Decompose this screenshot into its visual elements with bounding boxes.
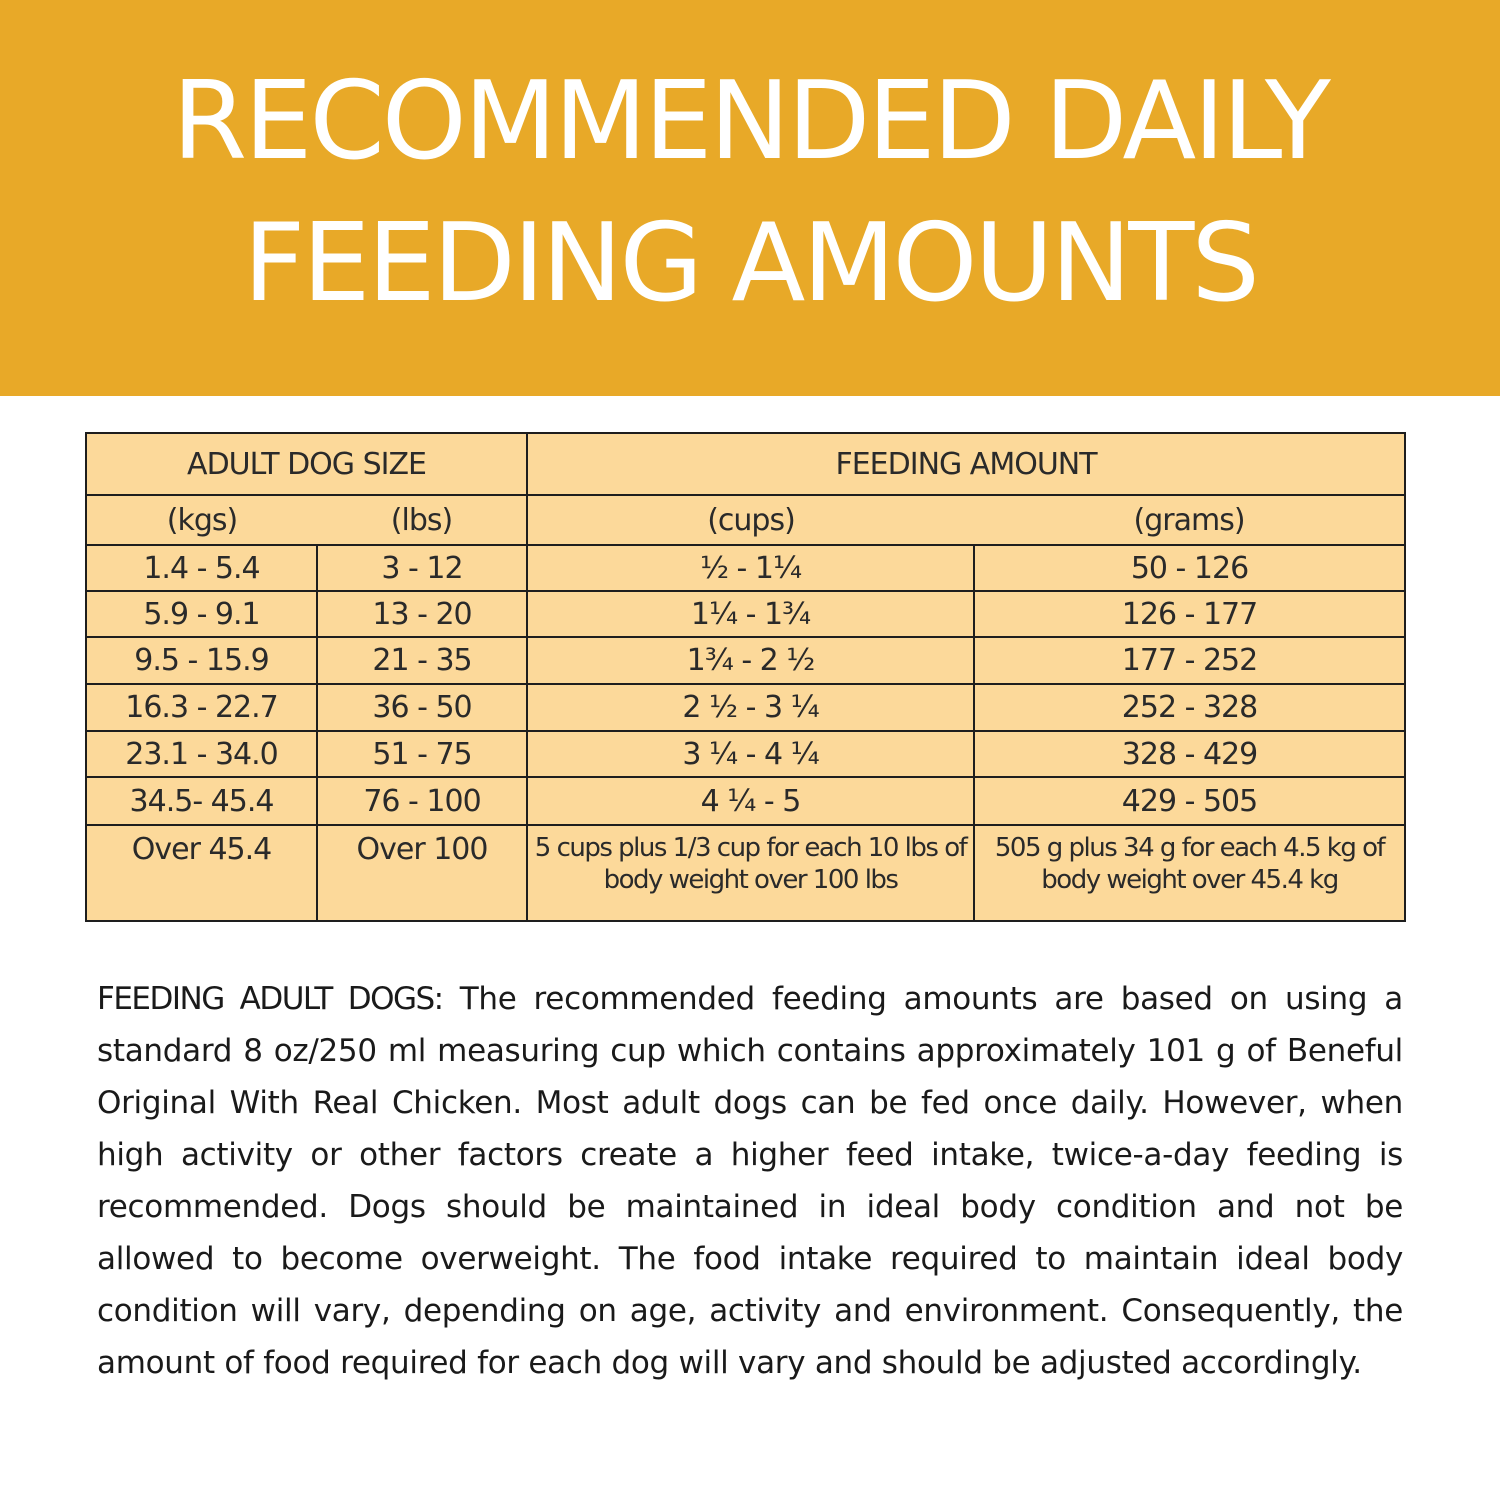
cell-cups: 1¾ - 2 ½ (527, 637, 974, 684)
cell-lbs: 21 - 35 (317, 637, 527, 684)
table-row (86, 591, 1405, 637)
subheader-grams: (grams) (974, 495, 1405, 545)
cell-grams: 429 - 505 (974, 777, 1405, 825)
cell-cups: 4 ¼ - 5 (527, 777, 974, 825)
paragraph-text-1: The recommended feeding amounts are based on using a standard 8 oz/250 ml measuring cup which contains approximately 101 g of (97, 981, 1404, 1069)
paragraph-lead: FEEDING ADULT DOGS: (97, 981, 443, 1017)
cell-kgs: Over 45.4 (86, 825, 317, 921)
cell-kgs: 34.5- 45.4 (86, 777, 317, 825)
table-row (86, 684, 1405, 731)
cell-grams: 50 - 126 (974, 545, 1405, 591)
cell-cups: ½ - 1¼ (527, 545, 974, 591)
cell-kgs: 16.3 - 22.7 (86, 684, 317, 731)
cell-cups-note: 5 cups plus 1/3 cup for each 10 lbs of body weight over 100 lbs (527, 825, 974, 921)
subheader-cups: (cups) (527, 495, 974, 545)
table-row (86, 777, 1405, 825)
cell-lbs: 13 - 20 (317, 591, 527, 637)
table-row (86, 731, 1405, 777)
paragraph-text-2: Most adult dogs can be fed once daily. However, when high activity or other factors create a higher feed intake, twice-a-day feeding is recommended. Dogs should be maintained in ideal body condition and not be allowed to become overweight. The food intake required to maintain ideal body condition will vary, depending on age, activity and environment. Consequently, the amount of food required for each dog will vary and should be adjusted accordingly. (97, 1085, 1403, 1381)
cell-lbs: 3 - 12 (317, 545, 527, 591)
paragraph-brand: Beneful Original With Real Chicken. (97, 1033, 1403, 1121)
page-title-line-1: RECOMMENDED DAILY (172, 59, 1328, 184)
cell-grams: 177 - 252 (974, 637, 1405, 684)
cell-grams: 252 - 328 (974, 684, 1405, 731)
page-title-line-2: FEEDING AMOUNTS (243, 201, 1257, 326)
cell-cups: 2 ½ - 3 ¼ (527, 684, 974, 731)
cell-lbs: 36 - 50 (317, 684, 527, 731)
subheader-kgs: (kgs) (86, 495, 317, 545)
cell-kgs: 5.9 - 9.1 (86, 591, 317, 637)
cell-kgs: 1.4 - 5.4 (86, 545, 317, 591)
feeding-table (85, 432, 1406, 922)
cell-kgs: 23.1 - 34.0 (86, 731, 317, 777)
subheader-lbs: (lbs) (317, 495, 527, 545)
feeding-instructions-paragraph (97, 973, 1403, 1389)
cell-cups: 1¼ - 1¾ (527, 591, 974, 637)
table-row (86, 637, 1405, 684)
cell-lbs: 51 - 75 (317, 731, 527, 777)
header-feeding-amount: FEEDING AMOUNT (527, 433, 1405, 495)
header-adult-dog-size: ADULT DOG SIZE (86, 433, 527, 495)
table-row (86, 545, 1405, 591)
cell-grams: 328 - 429 (974, 731, 1405, 777)
cell-lbs: Over 100 (317, 825, 527, 921)
cell-lbs: 76 - 100 (317, 777, 527, 825)
cell-kgs: 9.5 - 15.9 (86, 637, 317, 684)
cell-grams: 126 - 177 (974, 591, 1405, 637)
cell-grams-note: 505 g plus 34 g for each 4.5 kg of body weight over 45.4 kg (974, 825, 1405, 921)
table-row (86, 825, 1405, 921)
cell-cups: 3 ¼ - 4 ¼ (527, 731, 974, 777)
header-banner (0, 0, 1500, 396)
